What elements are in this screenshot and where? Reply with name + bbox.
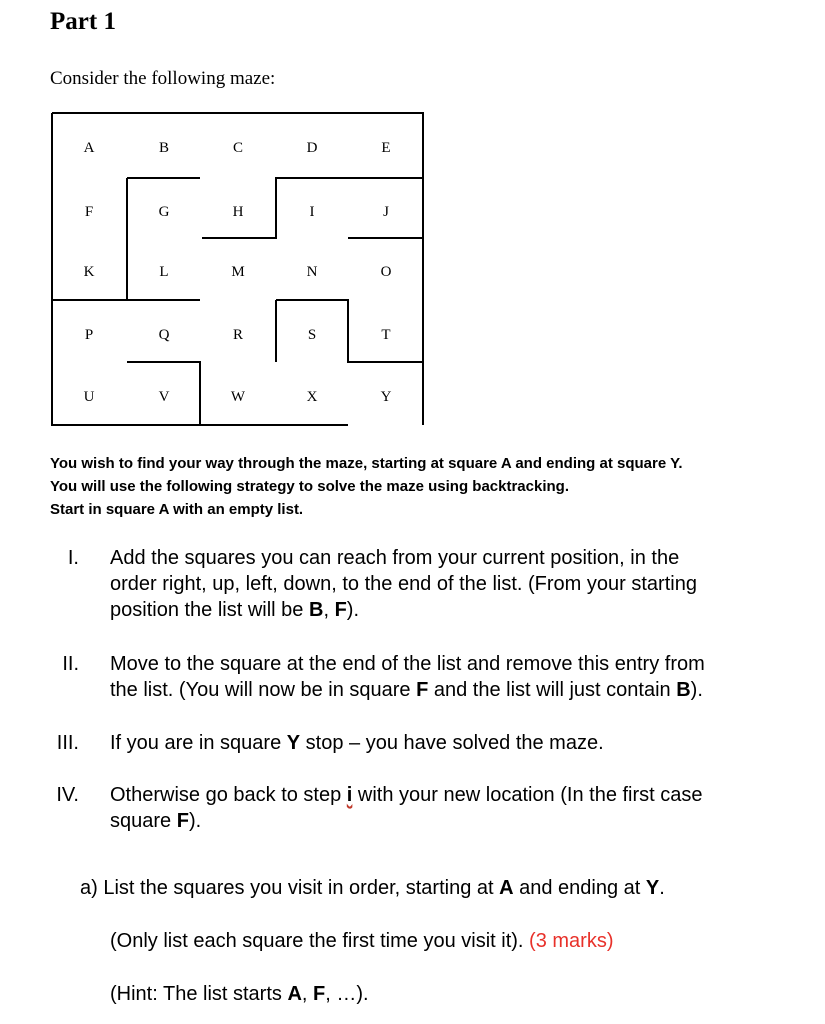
step-number: III.: [56, 732, 79, 754]
maze-square-n: N: [306, 264, 318, 280]
step-1-line-2: order right, up, left, down, to the end of the list. (From your starting: [110, 573, 697, 595]
instruction-line-3: Start in square A with an empty list.: [50, 501, 304, 518]
question-note: (Only list each square the first time you visit it). (3 marks): [110, 930, 614, 952]
instruction-line-2: You will use the following strategy to solve the maze using backtracking.: [50, 478, 569, 495]
maze-square-s: S: [307, 327, 317, 343]
step-1-line-1: Add the squares you can reach from your current position, in the: [110, 547, 680, 569]
maze-square-k: K: [83, 264, 95, 280]
question-a: [80, 877, 665, 900]
question-label: a): [80, 877, 98, 899]
maze-square-c: C: [232, 140, 244, 156]
maze-square-x: X: [306, 389, 318, 405]
part-title: Part 1: [50, 8, 116, 35]
question-text: List the squares you visit in order, starting at A and ending at Y.: [103, 877, 665, 899]
step-number: I.: [67, 547, 79, 569]
maze-square-u: U: [83, 389, 95, 405]
maze-square-g: G: [158, 204, 170, 220]
step-number: IV.: [56, 784, 79, 806]
step-1-line-3: position the list will be B, F).: [110, 599, 359, 621]
maze-square-t: T: [381, 327, 391, 343]
maze-square-f: F: [84, 204, 94, 220]
maze-square-v: V: [158, 389, 170, 405]
maze-square-i: I: [309, 204, 315, 220]
step-3-line-1: If you are in square Y stop – you have solved the maze.: [110, 732, 604, 754]
maze-square-b: B: [158, 140, 170, 156]
marks-label: (3 marks): [529, 930, 614, 952]
step-number: II.: [62, 653, 79, 675]
intro-text: Consider the following maze:: [50, 68, 276, 89]
question-hint: (Hint: The list starts A, F, …).: [110, 983, 369, 1005]
step-4-line-2: square F).: [110, 810, 202, 832]
instruction-line-1: You wish to find your way through the maze, starting at square A and ending at square Y.: [50, 455, 683, 472]
maze-square-w: W: [230, 389, 246, 405]
maze-square-e: E: [381, 140, 391, 156]
maze-wall: [276, 300, 423, 362]
maze-square-p: P: [84, 327, 94, 343]
maze-square-y: Y: [380, 389, 392, 405]
maze-square-h: H: [232, 204, 244, 220]
maze-square-r: R: [232, 327, 244, 343]
maze-diagram: [0, 0, 825, 440]
maze-square-a: A: [83, 140, 95, 156]
maze-square-o: O: [380, 264, 392, 280]
step-2-line-2: the list. (You will now be in square F and the list will just contain B).: [110, 679, 703, 701]
maze-square-d: D: [306, 140, 318, 156]
maze-square-q: Q: [158, 327, 170, 343]
maze-square-m: M: [231, 264, 245, 280]
maze-square-j: J: [383, 204, 389, 220]
maze-square-l: L: [159, 264, 169, 280]
step-4-line-1: Otherwise go back to step i with your new location (In the first case: [110, 784, 703, 806]
instructions: [50, 452, 683, 521]
step-2-line-1: Move to the square at the end of the list and remove this entry from: [110, 653, 705, 675]
